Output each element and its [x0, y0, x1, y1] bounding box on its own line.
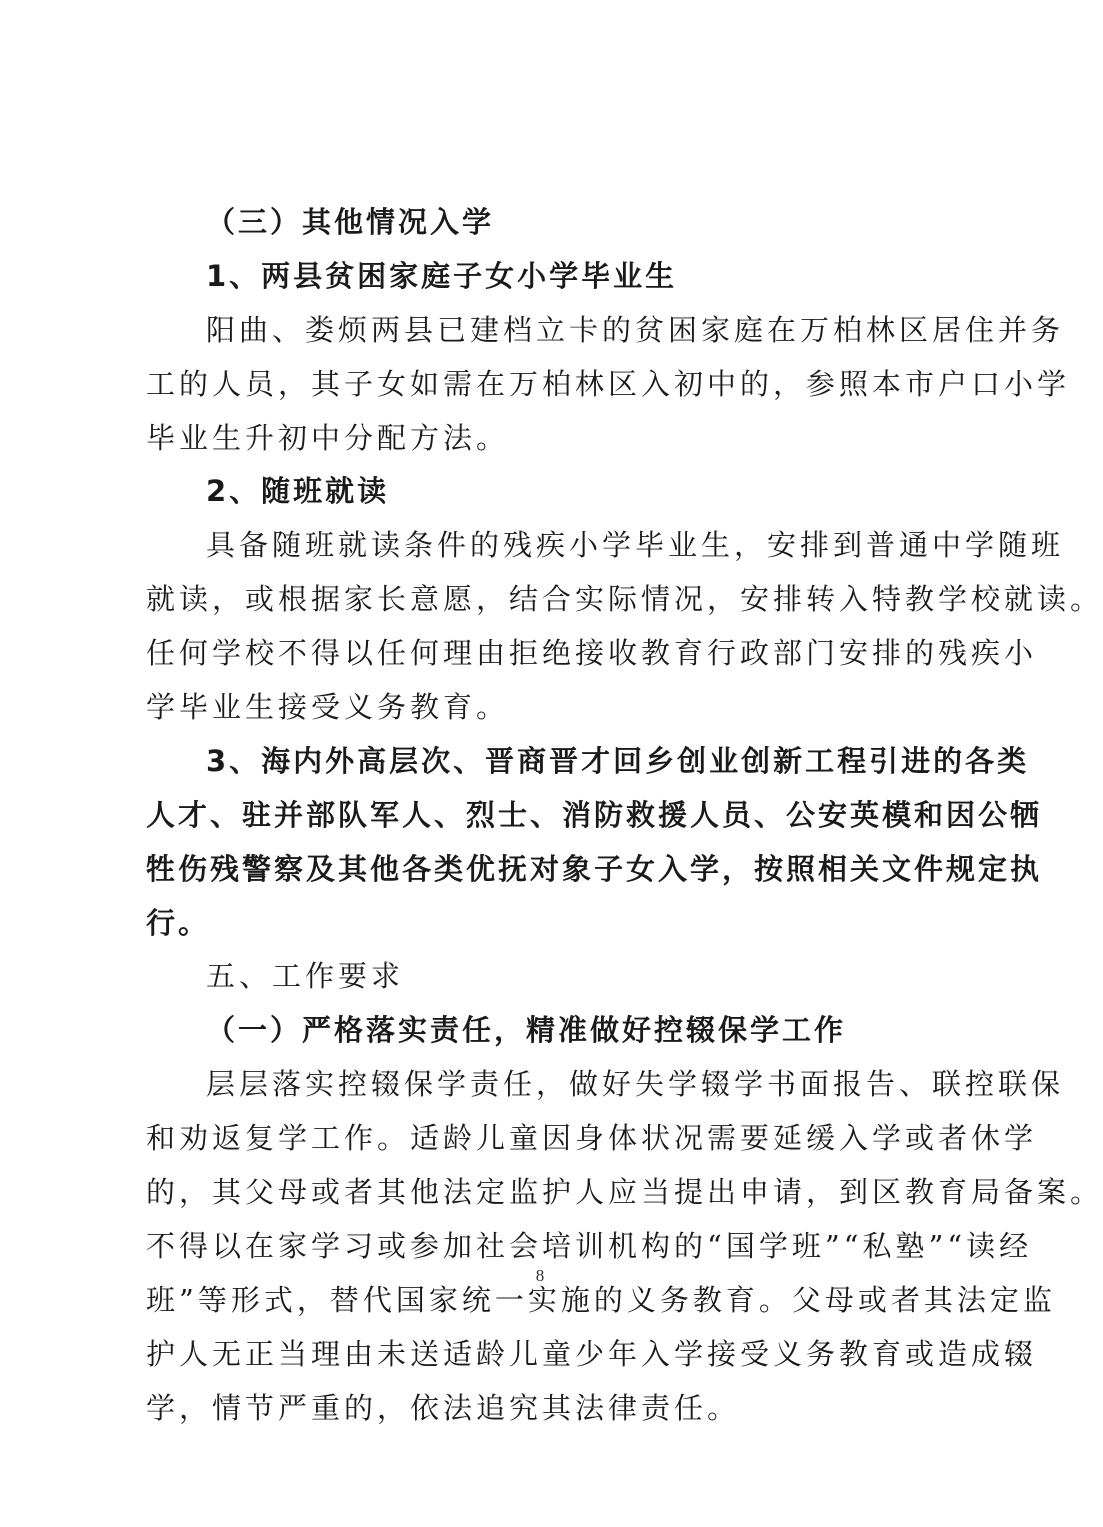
bold-paragraph-line: 3、海内外高层次、晋商晋才回乡创业创新工程引进的各类 [206, 743, 1030, 778]
paragraph-line: 毕业生升初中分配方法。 [146, 420, 510, 455]
section-heading-other-enrollment: （三）其他情况入学 [206, 205, 495, 239]
paragraph-line: 阳曲、娄烦两县已建档立卡的贫困家庭在万柏林区居住并务 [206, 312, 1065, 347]
subheading-poverty-families: 1、两县贫困家庭子女小学毕业生 [206, 258, 678, 293]
page-number: 8 [535, 1266, 545, 1285]
bold-paragraph-line: 行。 [146, 905, 211, 940]
paragraph-line: 不得以在家学习或参加社会培训机构的“国学班”“私塾”“读经 [146, 1228, 1033, 1263]
paragraph-line: 学毕业生接受义务教育。 [146, 690, 510, 725]
document-body [146, 196, 1103, 1435]
subheading-inclusive-study: 2、随班就读 [206, 474, 390, 509]
paragraph-line: 工的人员，其子女如需在万柏林区入初中的，参照本市户口小学 [146, 366, 1071, 401]
paragraph-line: 具备随班就读条件的残疾小学毕业生，安排到普通中学随班 [206, 528, 1065, 563]
paragraph-line: 的，其父母或者其他法定监护人应当提出申请，到区教育局备案。 [146, 1175, 1103, 1210]
bold-paragraph-line: 人才、驻并部队军人、烈士、消防救援人员、公安英模和因公牺 [146, 797, 1043, 832]
paragraph-line: 层层落实控辍保学责任，做好失学辍学书面报告、联控联保 [206, 1067, 1065, 1102]
paragraph-line: 和劝返复学工作。适龄儿童因身体状况需要延缓入学或者休学 [146, 1121, 1038, 1156]
paragraph-line: 学，情节严重的，依法追究其法律责任。 [146, 1390, 741, 1425]
subheading-responsibility: （一）严格落实责任，精准做好控辍保学工作 [206, 1013, 847, 1048]
section-heading-work-requirements: 五、工作要求 [206, 959, 405, 994]
paragraph-line: 任何学校不得以任何理由拒绝接收教育行政部门安排的残疾小 [146, 636, 1038, 671]
paragraph-line: 班”等形式，替代国家统一实施的义务教育。父母或者其法定监 [146, 1282, 1056, 1317]
paragraph-line: 就读，或根据家长意愿，结合实际情况，安排转入特教学校就读。 [146, 582, 1103, 617]
bold-paragraph-line: 牲伤残警察及其他各类优抚对象子女入学，按照相关文件规定执 [146, 851, 1043, 886]
paragraph-line: 护人无正当理由未送适龄儿童少年入学接受义务教育或造成辍 [146, 1336, 1038, 1371]
